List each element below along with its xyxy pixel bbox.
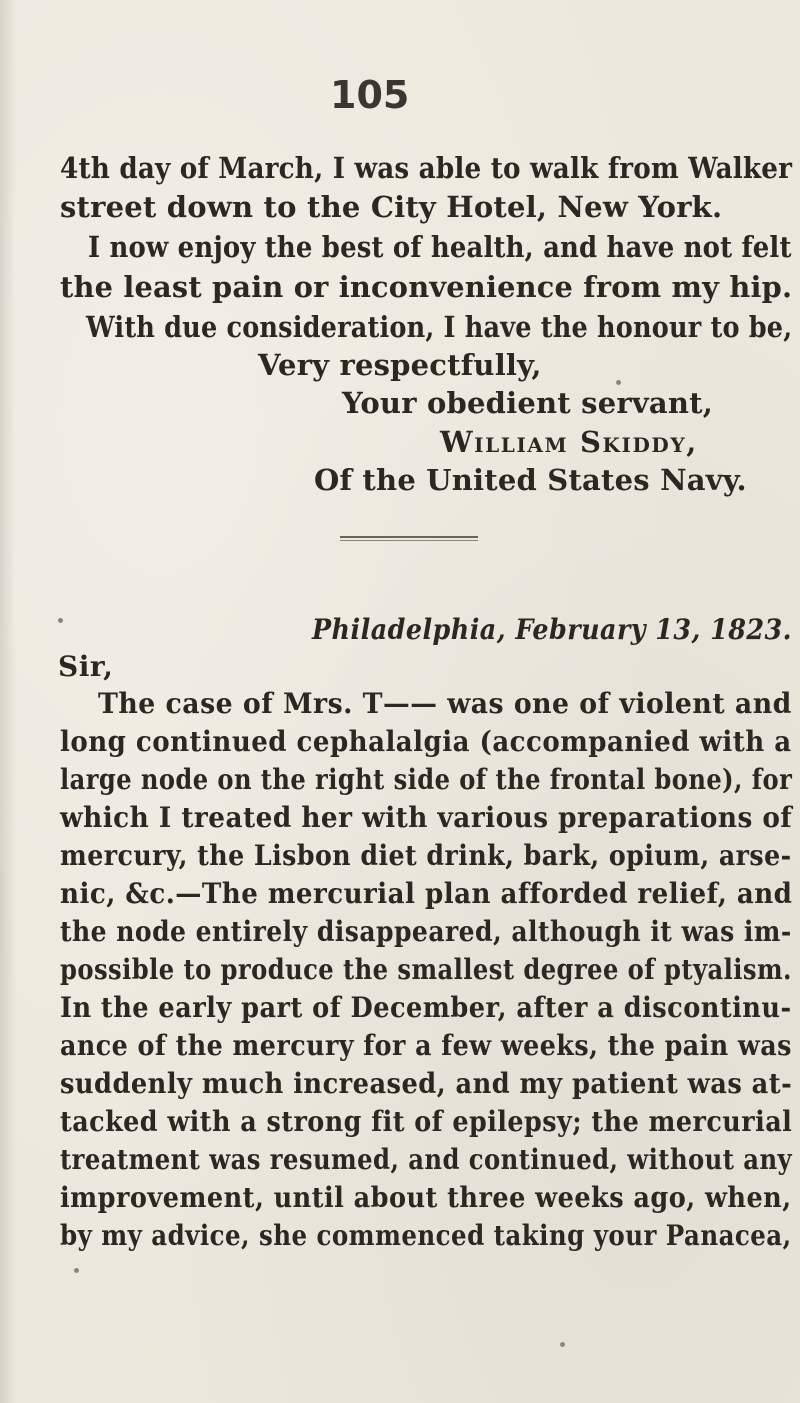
letter2-line-10: ance of the mercury for a few weeks, the pain was (60, 1029, 792, 1062)
letter1-affiliation: Of the United States Navy. (314, 463, 747, 497)
letter2-line-6: nic, &c.—The mercurial plan afforded relief, and (60, 877, 793, 910)
letter2-line-4: which I treated her with various preparations of (60, 801, 793, 834)
letter2-salutation: Sir, (58, 650, 114, 683)
letter2-line-12: tacked with a strong fit of epilepsy; the mercurial (60, 1105, 793, 1138)
letter1-line-1: 4th day of March, I was able to walk from Walker (60, 151, 793, 185)
letter2-dateline: Philadelphia, February 13, 1823. (312, 613, 792, 646)
letter1-line-3: I now enjoy the best of health, and have not felt (88, 230, 792, 264)
letter1-line-5: With due consideration, I have the honour to be, (86, 310, 793, 344)
letter2-line-8: possible to produce the smallest degree of ptyalism. (60, 953, 792, 986)
letter1-signature: William Skiddy, (440, 425, 698, 459)
paper-speck (616, 380, 621, 385)
letter2-line-1: The case of Mrs. T—— was one of violent and (98, 687, 792, 720)
letter2-line-13: treatment was resumed, and continued, without any (60, 1143, 793, 1176)
letter2-line-11: suddenly much increased, and my patient was at- (60, 1067, 793, 1100)
letter2-line-5: mercury, the Lisbon diet drink, bark, opium, arse- (60, 839, 792, 872)
letter2-line-7: the node entirely disappeared, although it was im- (60, 915, 792, 948)
page-number: 105 (330, 73, 410, 117)
paper-speck (560, 1342, 565, 1347)
letter2-line-9: In the early part of December, after a discontinu- (60, 991, 792, 1024)
letter2-line-14: improvement, until about three weeks ago, when, (60, 1181, 792, 1214)
section-divider (340, 536, 478, 541)
paper-speck (58, 618, 63, 623)
letter2-line-2: long continued cephalalgia (accompanied with a (60, 725, 792, 758)
letter2-line-3: large node on the right side of the frontal bone), for (60, 763, 793, 796)
letter1-line-2: street down to the City Hotel, New York. (60, 190, 723, 224)
letter1-servant: Your obedient servant, (342, 386, 714, 420)
page-gutter-shadow (0, 0, 16, 1403)
letter1-closing: Very respectfully, (258, 348, 542, 382)
letter1-line-4: the least pain or inconvenience from my hip. (60, 270, 793, 304)
paper-speck (74, 1268, 79, 1273)
letter2-line-15: by my advice, she commenced taking your Panacea, (60, 1219, 792, 1252)
